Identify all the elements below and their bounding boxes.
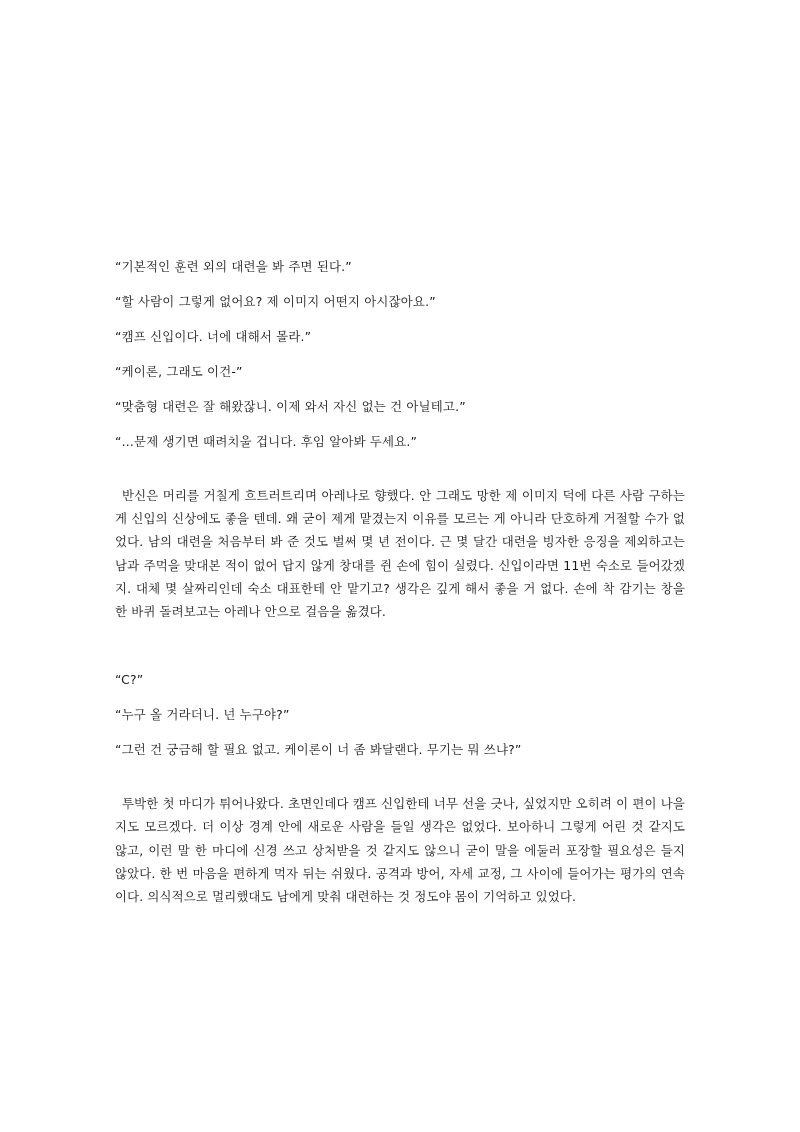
dialogue-line: “캠프 신입이다. 너에 대해서 몰라.” [115, 329, 312, 344]
narration-paragraph: 반신은 머리를 거칠게 흐트러트리며 아레나로 향했다. 안 그래도 망한 제 이미지 덕에 다른 사람 구하는 게 신입의 신상에도 좋을 텐데. 왜 굳이 제게 맡겼는지 이유를 모르는 게 아니라 단호하게 거절할 수가 없었다. 남의 대련을 처음부터 봐 준 것도 벌써 몇 년 전이다. 근 몇 달간 대련을 빙자한 응징을 제외하고는 남과 주먹을 맞대본 적이 없어 답지 않게 창대를 쥔 손에 힘이 실렸다. 신입이라면 11번 숙소로 들어갔겠지. 대체 몇 살짜리인데 숙소 대표한테 안 맡기고? 생각은 깊게 해서 좋을 거 없다. 손에 착 감기는 창을 한 바퀴 돌려보고는 아레나 안으로 걸음을 옮겼다. [115, 488, 685, 620]
dialogue-line: “그런 건 궁금해 할 필요 없고. 케이론이 너 좀 봐달랜다. 무기는 뭐 쓰냐?” [115, 742, 522, 758]
dialogue-line: “케이론, 그래도 이건-” [115, 364, 243, 379]
page-content [115, 258, 685, 908]
dialogue-section-2 [115, 671, 685, 758]
narration-paragraph: 투박한 첫 마디가 튀어나왔다. 초면인데다 캠프 신입한테 너무 선을 긋나, 싶었지만 오히려 이 편이 나을지도 모르겠다. 더 이상 경계 안에 새로운 사람을 들일 생각은 없었다. 보아하니 그렇게 어린 것 같지도 않고, 이런 말 한 마디에 신경 쓰고 상처받을 것 같지도 않으니 굳이 말을 에둘러 포장할 필요성은 들지 않았다. 한 번 마음을 편하게 먹자 뒤는 쉬웠다. 공격과 방어, 자세 교정, 그 사이에 들어가는 평가의 연속이다. 의식적으로 멀리했대도 남에게 맞춰 대련하는 것 정도야 몸이 기억하고 있었다. [115, 796, 685, 905]
dialogue-line: “...문제 생기면 때려치울 겁니다. 후임 알아봐 두세요.” [115, 434, 418, 449]
dialogue-line: “누구 올 거라더니. 넌 누구야?” [115, 707, 290, 723]
dialogue-line: “C?” [115, 672, 144, 688]
dialogue-line: “맞춤형 대련은 잘 해왔잖니. 이제 와서 자신 없는 건 아닐테고.” [115, 399, 466, 414]
dialogue-line: “할 사람이 그렇게 없어요? 제 이미지 어떤지 아시잖아요.” [115, 294, 436, 309]
dialogue-section-1 [115, 258, 685, 450]
dialogue-line: “기본적인 훈련 외의 대련을 봐 주면 된다.” [115, 259, 352, 274]
